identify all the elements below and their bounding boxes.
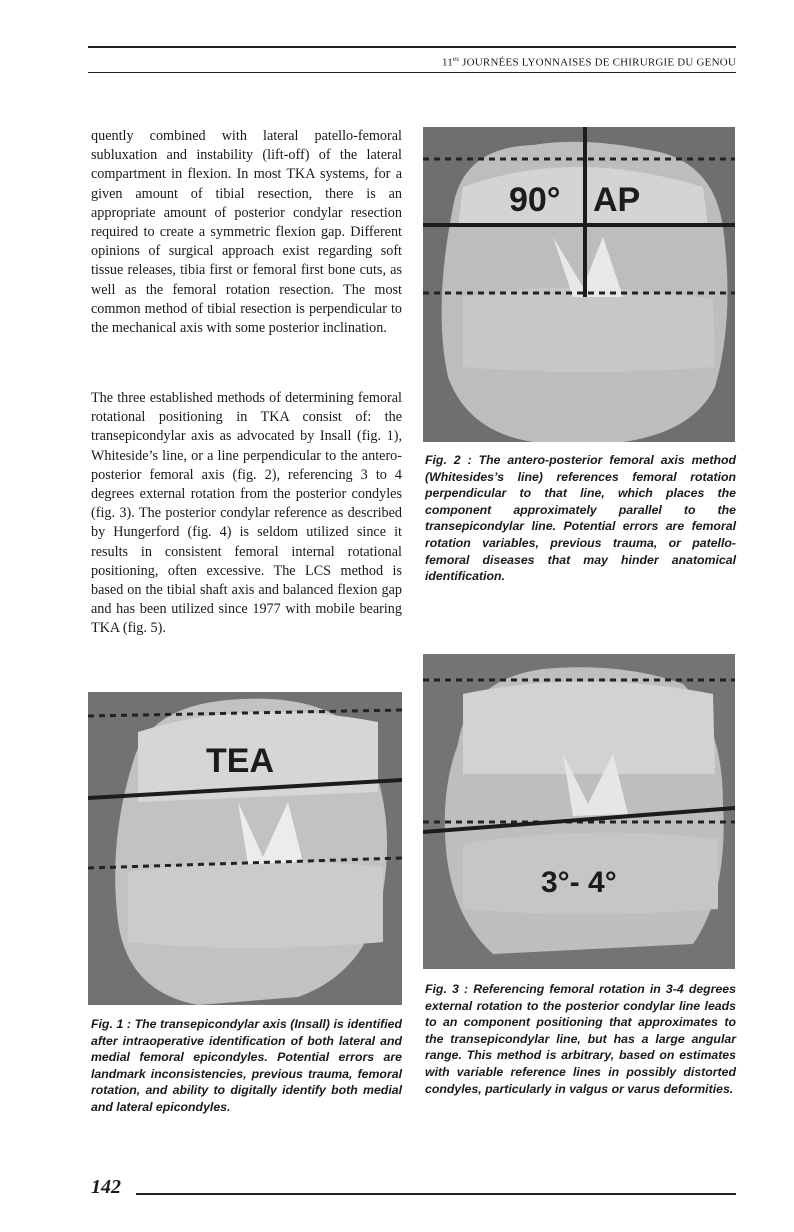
figure-2-caption: Fig. 2 : The antero-posterior femoral axis method (Whitesides’s line) references femoral rotation perpendicular to that line, which places the component approximately parallel to the transepicondylar line. Potential errors are femoral rotation variables, previous trauma, or patello-femoral diseases that may hinder anatomical identification. [425,453,736,584]
footer-rule [136,1193,736,1195]
journal-superscript: es [452,55,460,63]
page-number: 142 [91,1176,121,1198]
running-header [380,55,736,69]
figure-2-label-ap: AP [593,181,641,219]
figure-3-caption: Fig. 3 : Referencing femoral rotation in 3-4 degrees external rotation to the posterior condylar line leads to an component positioning that approximates to the transepicondylar line, but has a large angular range. This method is arbitrary, based on estimates with variable reference lines in possibly distorted condyles, particularly in valgus or varus deformities. [425,982,736,1096]
journal-prefix: 11 [441,56,453,69]
figure-1-label-tea: TEA [206,742,274,780]
figure-1-image [88,692,402,1005]
header-top-rule [88,46,736,48]
figure-3-label-angle: 3°- 4° [541,866,617,899]
figure-2-label-90: 90° [509,181,561,219]
figure-1-caption: Fig. 1 : The transepicondylar axis (Insall) is identified after intraoperative identification of both lateral and medial femoral epicondyles. Potential errors are landmark inconsistencies, previous trauma, femoral rotation, and ability to digitally identify both medial and lateral epicondyles. [91,1017,402,1114]
body-paragraph-2: The three established methods of determining femoral rotational positioning in TKA consist of: the transepicondylar axis as advocated by Insall (fig. 1), Whiteside’s line, or a line perpendicular to the antero-posterior femoral axis (fig. 2), referencing 3 to 4 degrees external rotation from the posterior condyles (fig. 3). The posterior condylar reference as described by Hungerford (fig. 4) is seldom utilized since it results in consistent femoral internal rotational positioning, often excessive. The LCS method is based on the tibial shaft axis and balanced flexion gap and has been utilized since 1977 with mobile bearing TKA (fig. 5). [91,390,402,637]
journal-title: JOURNÉES LYONNAISES DE CHIRURGIE DU GENOU [459,56,736,69]
figure-2-image [423,127,735,442]
body-paragraph-1: quently combined with lateral patello-femoral subluxation and instability (lift-off) of the lateral compartment in flexion. In most TKA systems, for a given amount of tibial resection, there is an appropriate amount of posterior condylar resection required to create a symmetric flexion gap. Different opinions of surgical approach exist regarding soft tissue releases, tibia first or femoral first bone cuts, as well as the femoral rotation resection. The most common method of tibial resection is perpendicular to the mechanical axis with some posterior inclination. [91,128,402,337]
header-bottom-rule [88,72,736,73]
figure-3-image [423,654,735,969]
